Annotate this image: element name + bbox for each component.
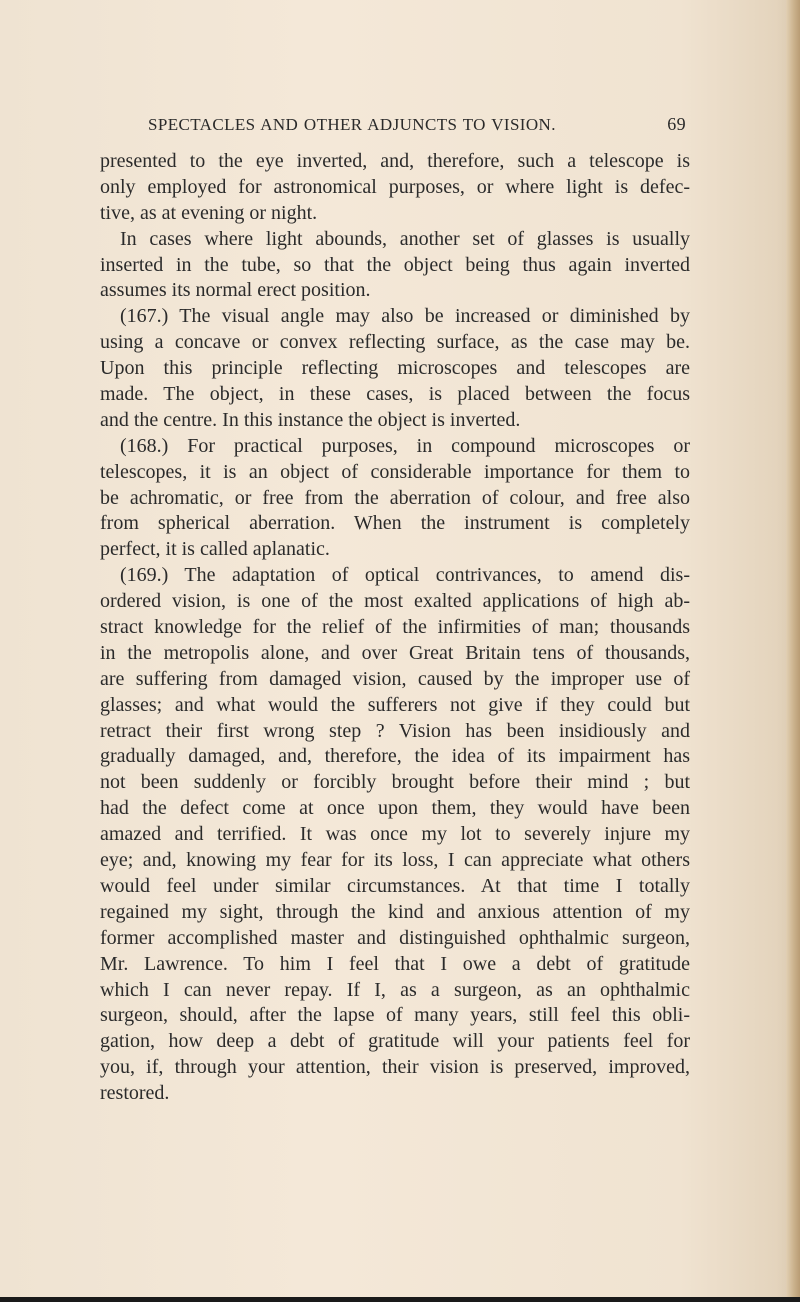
text-line: restored.: [100, 1082, 170, 1105]
text-line: you, if, through your attention, their vision is preserved, improved,: [100, 1056, 690, 1079]
text-line: former accomplished master and distinguished ophthalmic surgeon,: [100, 926, 690, 949]
text-line: would feel under similar circumstances. At that time I totally: [100, 874, 690, 897]
text-line: telescopes, it is an object of considerable importance for them to: [100, 460, 690, 483]
text-line: made. The object, in these cases, is placed between the focus: [100, 383, 690, 406]
text-line: glasses; and what would the sufferers not give if they could but: [100, 693, 690, 716]
text-line: and the centre. In this instance the object is inverted.: [100, 408, 521, 431]
text-line: gradually damaged, and, therefore, the idea of its impairment has: [100, 745, 690, 768]
text-line: using a concave or convex reflecting surface, as the case may be.: [100, 331, 690, 354]
text-line: in the metropolis alone, and over Great Britain tens of thousands,: [100, 641, 690, 664]
text-line: tive, as at evening or night.: [100, 201, 318, 224]
text-line: retract their first wrong step ? Vision has been insidiously and: [100, 719, 690, 742]
text-line: amazed and terrified. It was once my lot to severely injure my: [100, 823, 690, 846]
text-line: In cases where light abounds, another set of glasses is usually: [120, 227, 690, 250]
text-line: inserted in the tube, so that the object being thus again inverted: [100, 253, 690, 276]
text-line: (167.) The visual angle may also be increased or diminished by: [120, 305, 690, 328]
text-line: regained my sight, through the kind and anxious attention of my: [100, 900, 690, 923]
binding-edge: [786, 0, 800, 1302]
text-line: from spherical aberration. When the instrument is completely: [100, 512, 690, 535]
text-line: presented to the eye inverted, and, therefore, such a telescope is: [100, 150, 690, 172]
text-line: gation, how deep a debt of gratitude will your patients feel for: [100, 1030, 690, 1053]
text-line: not been suddenly or forcibly brought before their mind ; but: [100, 771, 690, 794]
page-bottom-edge: [0, 1297, 800, 1302]
text-line: be achromatic, or free from the aberration of colour, and free also: [100, 486, 690, 509]
text-line: eye; and, knowing my fear for its loss, I can appreciate what others: [100, 849, 690, 872]
text-line: assumes its normal erect position.: [100, 279, 371, 302]
running-head: [148, 114, 686, 140]
text-line: stract knowledge for the relief of the infirmities of man; thousands: [100, 616, 690, 639]
text-line: are suffering from damaged vision, caused by the improper use of: [100, 667, 690, 690]
page-number: 69: [667, 114, 686, 134]
text-line: only employed for astronomical purposes, or where light is defec-: [100, 175, 690, 198]
text-line: Upon this principle reflecting microscopes and telescopes are: [100, 357, 690, 380]
text-line: perfect, it is called aplanatic.: [100, 538, 330, 561]
text-line: (168.) For practical purposes, in compound microscopes or: [120, 434, 690, 457]
text-line: surgeon, should, after the lapse of many years, still feel this obli-: [100, 1004, 690, 1027]
text-line: (169.) The adaptation of optical contrivances, to amend dis-: [120, 564, 690, 587]
text-line: ordered vision, is one of the most exalted applications of high ab-: [100, 590, 690, 613]
body-text: [100, 149, 690, 1107]
text-line: had the defect come at once upon them, they would have been: [100, 797, 690, 820]
text-line: Mr. Lawrence. To him I feel that I owe a debt of gratitude: [100, 952, 690, 975]
running-title: SPECTACLES AND OTHER ADJUNCTS TO VISION.: [148, 115, 556, 134]
text-line: which I can never repay. If I, as a surgeon, as an ophthalmic: [100, 978, 690, 1001]
